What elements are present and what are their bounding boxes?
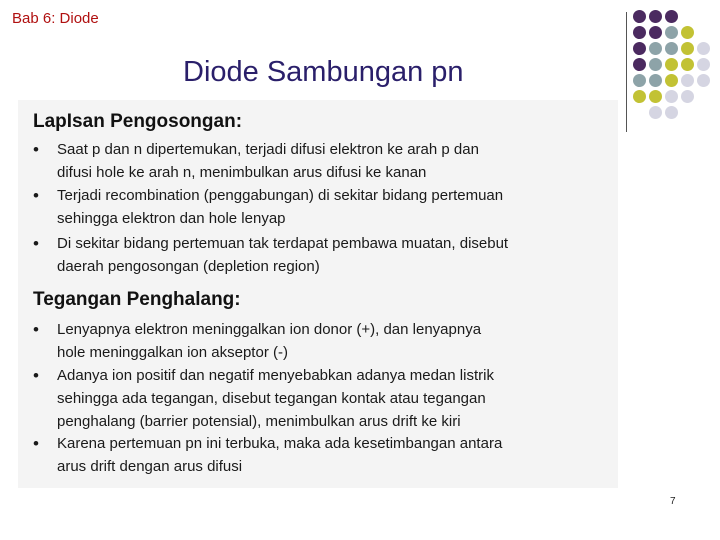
- bullet-marker: •: [33, 140, 39, 159]
- bullet-item: [33, 432, 613, 478]
- bullet-marker: •: [33, 320, 39, 339]
- content-panel: [18, 100, 618, 488]
- bullet-text: [57, 184, 613, 230]
- bullet-line: arus drift dengan arus difusi: [57, 458, 243, 475]
- bullet-line: difusi hole ke arah n, menimbulkan arus difusi ke kanan: [57, 164, 427, 181]
- bullet-text: [57, 318, 613, 364]
- decorative-dot: [649, 74, 662, 87]
- decorative-dot: [665, 10, 678, 23]
- decorative-dot: [649, 90, 662, 103]
- decorative-dot: [633, 74, 646, 87]
- decorative-dot-grid: [633, 10, 720, 120]
- decorative-dot: [649, 42, 662, 55]
- section-heading: Tegangan Penghalang:: [33, 289, 241, 310]
- decorative-dot: [649, 106, 662, 119]
- decorative-dot: [649, 58, 662, 71]
- decorative-dot: [633, 90, 646, 103]
- decorative-dot: [665, 42, 678, 55]
- decorative-dot: [649, 10, 662, 23]
- decorative-dot: [665, 74, 678, 87]
- bullet-line: penghalang (barrier potensial), menimbulkan arus drift ke kiri: [57, 413, 461, 430]
- decorative-dot: [697, 58, 710, 71]
- decorative-dot: [697, 42, 710, 55]
- decorative-dot: [633, 58, 646, 71]
- bullet-line: Terjadi recombination (penggabungan) di sekitar bidang pertemuan: [57, 187, 504, 204]
- divider-line: [626, 12, 627, 132]
- bullet-marker: •: [33, 366, 39, 385]
- bullet-marker: •: [33, 234, 39, 253]
- bullet-line: sehingga elektron dan hole lenyap: [57, 210, 286, 227]
- decorative-dot: [665, 58, 678, 71]
- decorative-dot: [681, 90, 694, 103]
- bullet-text: [57, 232, 613, 278]
- decorative-dot: [697, 74, 710, 87]
- bullet-line: daerah pengosongan (depletion region): [57, 258, 320, 275]
- bullet-item: [33, 232, 613, 278]
- decorative-dot: [633, 26, 646, 39]
- decorative-dot: [681, 42, 694, 55]
- bullet-line: Saat p dan n dipertemukan, terjadi difusi elektron ke arah p dan: [57, 141, 479, 158]
- section-heading: LapIsan Pengosongan:: [33, 111, 243, 132]
- decorative-dot: [649, 26, 662, 39]
- bullet-item: [33, 318, 613, 364]
- chapter-label: Bab 6: Diode: [12, 10, 99, 27]
- decorative-dot: [665, 106, 678, 119]
- bullet-line: Adanya ion positif dan negatif menyebabkan adanya medan listrik: [57, 367, 494, 384]
- bullet-line: Di sekitar bidang pertemuan tak terdapat pembawa muatan, disebut: [57, 235, 509, 252]
- decorative-dot: [665, 90, 678, 103]
- bullet-text: [57, 364, 613, 433]
- decorative-dot: [633, 10, 646, 23]
- slide-title: Diode Sambungan pn: [183, 56, 464, 88]
- page-number: 7: [670, 496, 676, 507]
- decorative-dot: [665, 26, 678, 39]
- bullet-line: hole meninggalkan ion akseptor (-): [57, 344, 288, 361]
- bullet-line: sehingga ada tegangan, disebut tegangan kontak atau tegangan: [57, 390, 486, 407]
- bullet-line: Karena pertemuan pn ini terbuka, maka ada kesetimbangan antara: [57, 435, 503, 452]
- decorative-dot: [681, 74, 694, 87]
- bullet-item: [33, 138, 613, 184]
- bullet-line: Lenyapnya elektron meninggalkan ion donor (+), dan lenyapnya: [57, 321, 482, 338]
- decorative-dot: [681, 58, 694, 71]
- decorative-dot: [681, 26, 694, 39]
- bullet-marker: •: [33, 186, 39, 205]
- bullet-marker: •: [33, 434, 39, 453]
- bullet-item: [33, 364, 613, 433]
- bullet-text: [57, 432, 613, 478]
- bullet-item: [33, 184, 613, 230]
- decorative-dot: [633, 42, 646, 55]
- bullet-text: [57, 138, 613, 184]
